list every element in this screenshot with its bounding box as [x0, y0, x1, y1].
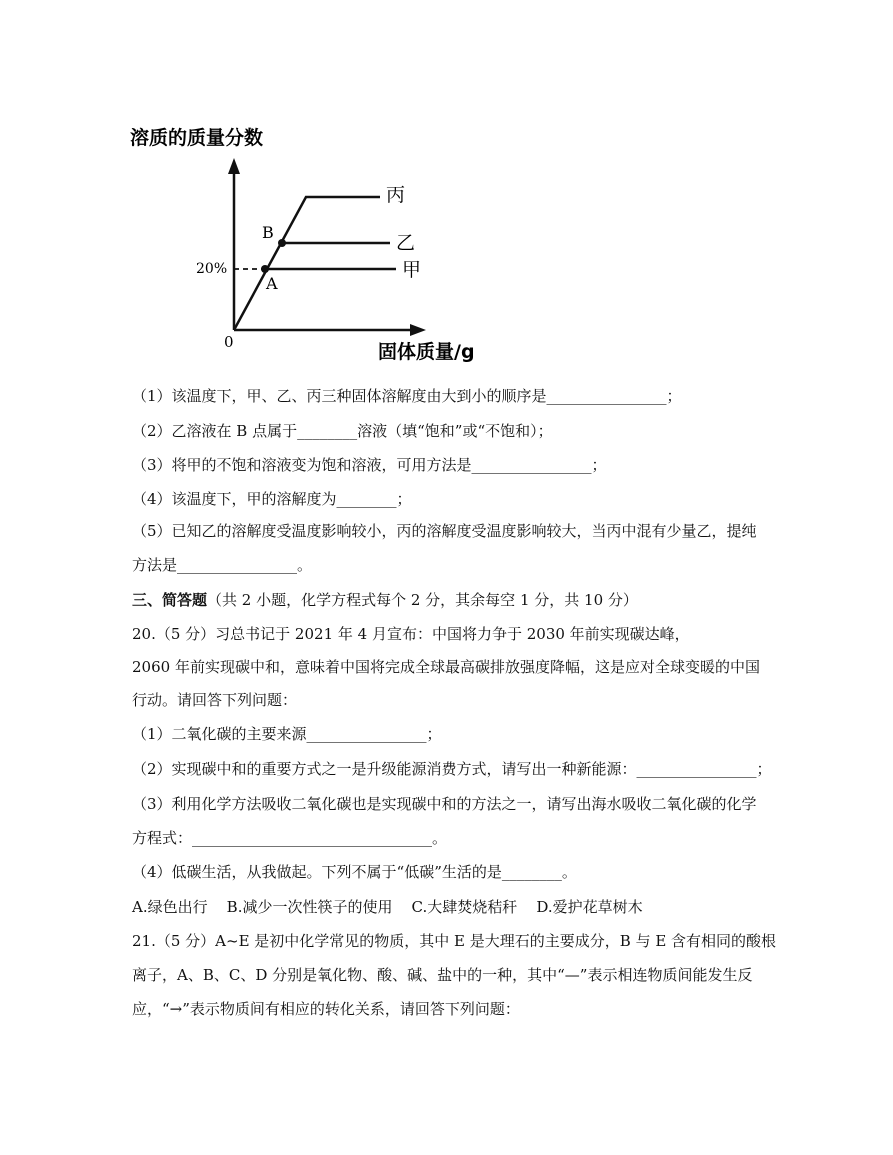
y-axis-arrow-icon — [228, 158, 240, 174]
section-heading — [132, 590, 638, 610]
question-line: 方法是________________。 — [132, 556, 313, 574]
y-axis-label: 溶质的质量分数 — [130, 127, 264, 149]
series-label-yi: 乙 — [396, 232, 416, 254]
solubility-chart — [128, 118, 508, 373]
series-line-bing — [234, 197, 380, 330]
question-line: 离子，A、B、C、D 分别是氧化物、酸、碱、盐中的一种，其中“—”表示相连物质间能发生反 — [132, 966, 753, 984]
question-line: （3）利用化学方法吸收二氧化碳也是实现碳中和的方法之一，请写出海水吸收二氧化碳的化学 — [132, 795, 757, 813]
question-line: （1）二氧化碳的主要来源________________； — [132, 725, 442, 743]
series-label-bing: 丙 — [386, 184, 406, 206]
question-line: （4）该温度下，甲的溶解度为________； — [132, 490, 412, 508]
chart-svg — [128, 118, 508, 373]
point-b — [278, 239, 286, 247]
question-line: 应，“→”表示物质间有相应的转化关系，请回答下列问题： — [132, 1000, 520, 1018]
point-a-label: A — [266, 274, 278, 293]
question-line: （3）将甲的不饱和溶液变为饱和溶液，可用方法是________________； — [132, 456, 607, 474]
section-title: 三、简答题 — [132, 591, 208, 609]
question-line: （2）实现碳中和的重要方式之一是升级能源消费方式，请写出一种新能源：________________； — [132, 760, 772, 778]
point-a — [261, 265, 269, 273]
question-line: 行动。请回答下列问题： — [132, 691, 298, 709]
y-tick-label: 20% — [196, 261, 228, 277]
section-note: （共 2 小题，化学方程式每个 2 分，其余每空 1 分，共 10 分） — [207, 591, 638, 609]
question-line: （4）低碳生活，从我做起。下列不属于“低碳”生活的是________。 — [132, 863, 577, 881]
point-b-label: B — [262, 223, 274, 242]
question-line: （2）乙溶液在 B 点属于________溶液（填“饱和”或“不饱和）； — [132, 422, 553, 440]
x-axis-arrow-icon — [410, 324, 426, 336]
question-line: 2060 年前实现碳中和，意味着中国将完成全球最高碳排放强度降幅，这是应对全球变暖的中国 — [132, 658, 760, 676]
question-line: 方程式：________________________________。 — [132, 829, 448, 847]
question-line: 21.（5 分）A~E 是初中化学常见的物质，其中 E 是大理石的主要成分，B 与 E 含有相同的酸根 — [132, 932, 777, 950]
origin-label: 0 — [224, 333, 234, 351]
series-label-jia: 甲 — [402, 259, 422, 281]
question-line: 20.（5 分）习总书记于 2021 年 4 月宣布：中国将力争于 2030 年前实现碳达峰， — [132, 625, 690, 643]
question-line: （5）已知乙的溶解度受温度影响较小，丙的溶解度受温度影响较大，当丙中混有少量乙，提纯 — [132, 522, 757, 540]
x-axis-label: 固体质量/g — [378, 341, 475, 363]
question-line: （1）该温度下，甲、乙、丙三种固体溶解度由大到小的顺序是________________； — [132, 387, 682, 405]
choice-options: A.绿色出行 B.减少一次性筷子的使用 C.大肆焚烧秸秆 D.爱护花草树木 — [132, 898, 643, 916]
